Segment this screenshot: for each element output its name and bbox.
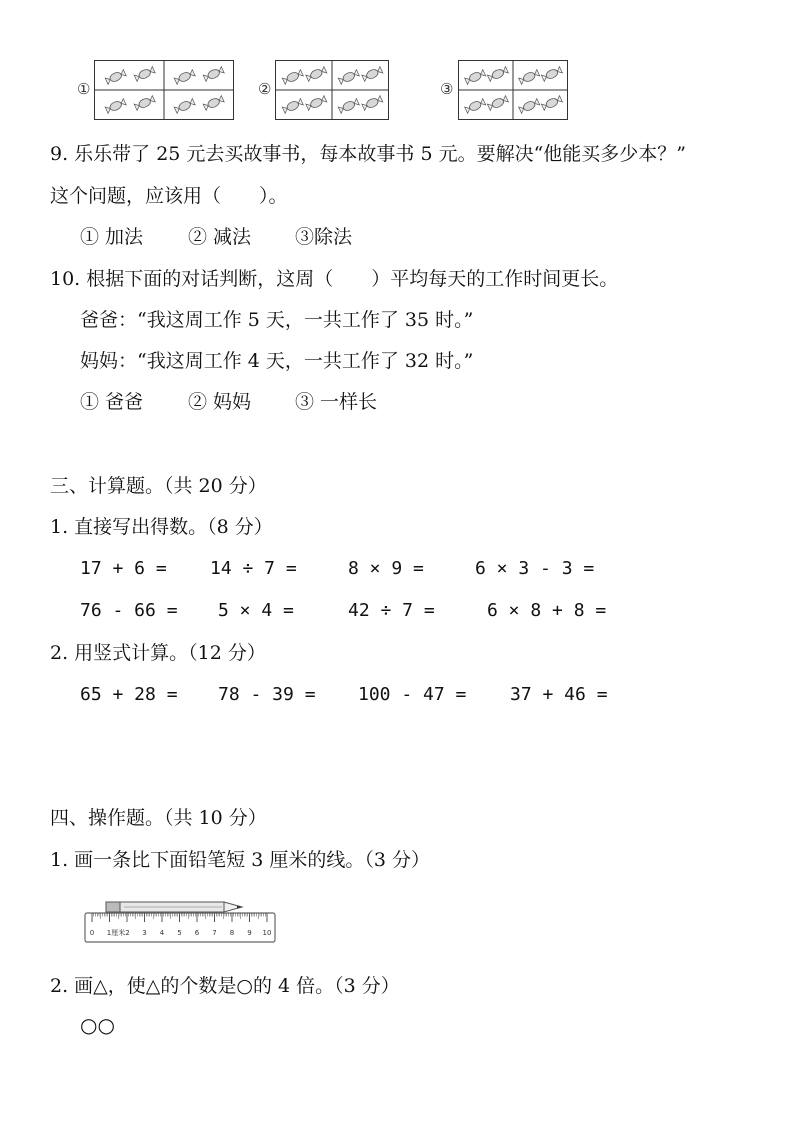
candy-icon	[362, 66, 384, 82]
section4-heading: 四、操作题。（共 10 分）	[50, 807, 267, 829]
candy-icon	[487, 66, 509, 82]
q10-option-3: ③ 一样长	[295, 391, 378, 413]
s4-q1-title: 1. 画一条比下面铅笔短 3 厘米的线。（3 分）	[50, 849, 430, 871]
ruler-label: 1厘米2	[106, 929, 130, 937]
candy-icon	[306, 95, 328, 111]
candy-icon	[134, 95, 156, 111]
section3-heading: 三、计算题。（共 20 分）	[50, 475, 267, 497]
candy-icon	[174, 98, 196, 114]
q10-dad: 爸爸：“我这周工作 5 天，一共工作了 35 时。”	[80, 309, 474, 331]
figure-label-1: ①	[77, 80, 91, 98]
s3-q1-r1-c2: 14 ÷ 7 =	[210, 558, 297, 579]
candy-icon	[541, 95, 563, 111]
candy-icon	[541, 66, 563, 82]
candy-icon	[105, 69, 127, 85]
ruler-label: 0	[89, 929, 95, 937]
q10-line1: 10. 根据下面的对话判断，这周（ ）平均每天的工作时间更长。	[50, 268, 619, 290]
candy-box-2	[275, 60, 389, 120]
ruler-label: 8	[229, 929, 235, 937]
s3-q2-c1: 65 + 28 =	[80, 684, 178, 705]
s3-q1-r2-c1: 76 - 66 =	[80, 600, 178, 621]
candy-icon	[306, 66, 328, 82]
s3-q1-r1-c3: 8 × 9 =	[348, 558, 424, 579]
s4-q2-title: 2. 画△，使△的个数是○的 4 倍。（3 分）	[50, 975, 400, 997]
circles-shapes: ○○	[80, 1013, 115, 1037]
candy-icon	[464, 69, 486, 85]
candy-box-1	[94, 60, 234, 120]
q9-line2: 这个问题，应该用（ ）。	[50, 185, 288, 207]
figure-label-3: ③	[440, 80, 454, 98]
ruler-label: 6	[194, 929, 200, 937]
candy-icon	[464, 98, 486, 114]
candy-icon	[134, 66, 156, 82]
ruler-label: 10	[262, 929, 272, 937]
ruler-with-pencil-figure	[84, 893, 276, 943]
candy-icon	[174, 69, 196, 85]
ruler-label: 7	[212, 929, 217, 937]
candy-box-3	[458, 60, 568, 120]
s3-q1-r2-c4: 6 × 8 + 8 =	[487, 600, 607, 621]
ruler-label: 5	[177, 929, 182, 937]
candy-icon	[282, 69, 304, 85]
s3-q2-title: 2. 用竖式计算。（12 分）	[50, 642, 266, 664]
candy-grid	[95, 61, 233, 119]
s3-q2-c2: 78 - 39 =	[218, 684, 316, 705]
s3-q2-c4: 37 + 46 =	[510, 684, 608, 705]
candy-icon	[338, 69, 360, 85]
ruler-label: 9	[247, 929, 252, 937]
q9-option-2: ② 减法	[188, 226, 252, 248]
candy-icon	[105, 98, 127, 114]
s3-q1-r2-c3: 42 ÷ 7 =	[348, 600, 435, 621]
candy-icon	[362, 95, 384, 111]
candy-icon	[518, 69, 540, 85]
q9-option-3: ③除法	[295, 226, 353, 248]
figure-label-2: ②	[258, 80, 272, 98]
candy-icon	[338, 98, 360, 114]
s3-q1-r1-c1: 17 + 6 =	[80, 558, 167, 579]
s3-q1-r2-c2: 5 × 4 =	[218, 600, 294, 621]
pencil-icon	[106, 902, 242, 912]
s3-q1-r1-c4: 6 × 3 - 3 =	[475, 558, 595, 579]
ruler-label: 3	[142, 929, 147, 937]
candy-icon	[282, 98, 304, 114]
candy-icon	[518, 98, 540, 114]
candy-icon	[487, 95, 509, 111]
s3-q2-c3: 100 - 47 =	[358, 684, 467, 705]
candy-grid	[276, 61, 388, 119]
q10-option-1: ① 爸爸	[80, 391, 144, 413]
q9-option-1: ① 加法	[80, 226, 144, 248]
candy-icon	[203, 66, 225, 82]
q10-mom: 妈妈：“我这周工作 4 天，一共工作了 32 时。”	[80, 350, 474, 372]
q10-option-2: ② 妈妈	[188, 391, 252, 413]
ruler-label: 4	[159, 929, 165, 937]
candy-grid	[459, 61, 567, 119]
s3-q1-title: 1. 直接写出得数。（8 分）	[50, 516, 273, 538]
candy-icon	[203, 95, 225, 111]
ruler-body	[85, 913, 275, 942]
q9-line1: 9. 乐乐带了 25 元去买故事书，每本故事书 5 元。要解决“他能买多少本？”	[50, 143, 687, 165]
